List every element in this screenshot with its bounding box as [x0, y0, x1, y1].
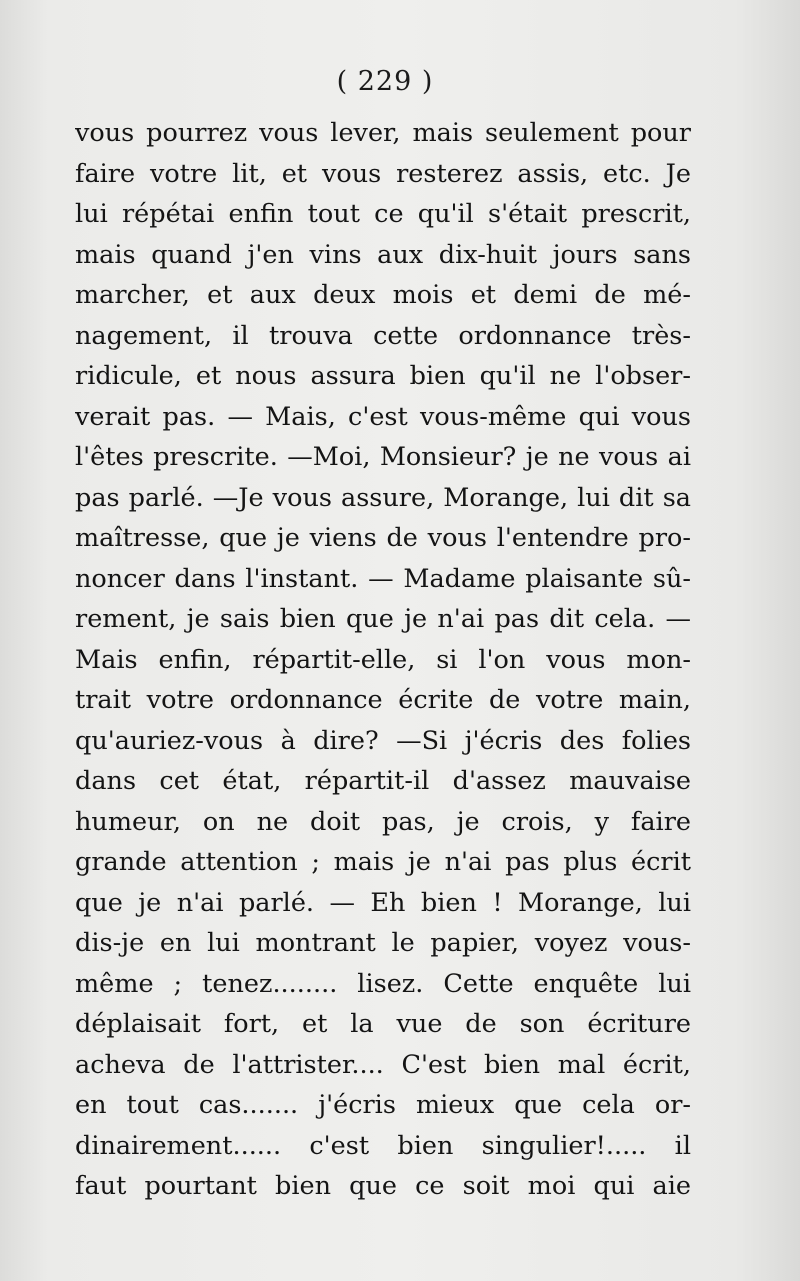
- text-line-13: rement, je sais bien que je n'ai pas dit cela. —: [75, 604, 691, 634]
- text-line-2: faire votre lit, et vous resterez assis, etc. Je: [75, 158, 691, 189]
- text-line-16: qu'auriez-vous à dire? —Si j'écris des folies: [75, 725, 691, 756]
- text-line-20: que je n'ai parlé. — Eh bien ! Morange, lui: [75, 887, 691, 918]
- text-line-14: Mais enfin, répartit-elle, si l'on vous mon-: [75, 644, 691, 675]
- text-line-6: nagement, il trouva cette ordonnance très-: [75, 320, 691, 351]
- text-line-21: dis-je en lui montrant le papier, voyez vous-: [75, 928, 691, 958]
- text-line-15: trait votre ordonnance écrite de votre main,: [75, 685, 691, 715]
- text-line-7: ridicule, et nous assura bien qu'il ne l'obser-: [75, 361, 691, 391]
- text-line-26: dinairement...... c'est bien singulier!..... il: [75, 1130, 691, 1161]
- text-line-17: dans cet état, répartit-il d'assez mauvaise: [75, 766, 691, 796]
- text-line-5: marcher, et aux deux mois et demi de mé-: [75, 280, 691, 310]
- text-line-4: mais quand j'en vins aux dix-huit jours sans: [75, 239, 691, 270]
- page-number: ( 229 ): [336, 66, 434, 97]
- text-line-10: pas parlé. —Je vous assure, Morange, lui dit sa: [75, 482, 691, 513]
- text-line-11: maîtresse, que je viens de vous l'entendre pro-: [75, 523, 691, 553]
- text-line-1: vous pourrez vous lever, mais seulement pour: [75, 118, 691, 148]
- text-line-9: l'êtes prescrite. —Moi, Monsieur? je ne vous ai: [75, 442, 691, 472]
- text-line-22: même ; tenez........ lisez. Cette enquête lui: [75, 968, 691, 999]
- text-line-25: en tout cas....... j'écris mieux que cela or-: [75, 1090, 691, 1120]
- text-line-12: noncer dans l'instant. — Madame plaisante sû-: [75, 563, 691, 594]
- text-line-18: humeur, on ne doit pas, je crois, y faire: [75, 806, 691, 837]
- text-line-23: déplaisait fort, et la vue de son écriture: [75, 1009, 691, 1039]
- text-line-27: faut pourtant bien que ce soit moi qui aie: [75, 1171, 691, 1201]
- body-text: [75, 113, 691, 1207]
- text-line-3: lui répétai enfin tout ce qu'il s'était prescrit,: [75, 199, 691, 229]
- text-line-19: grande attention ; mais je n'ai pas plus écrit: [75, 847, 691, 877]
- text-line-24: acheva de l'attrister.... C'est bien mal écrit,: [75, 1049, 691, 1080]
- text-line-8: verait pas. — Mais, c'est vous-même qui vous: [75, 401, 691, 432]
